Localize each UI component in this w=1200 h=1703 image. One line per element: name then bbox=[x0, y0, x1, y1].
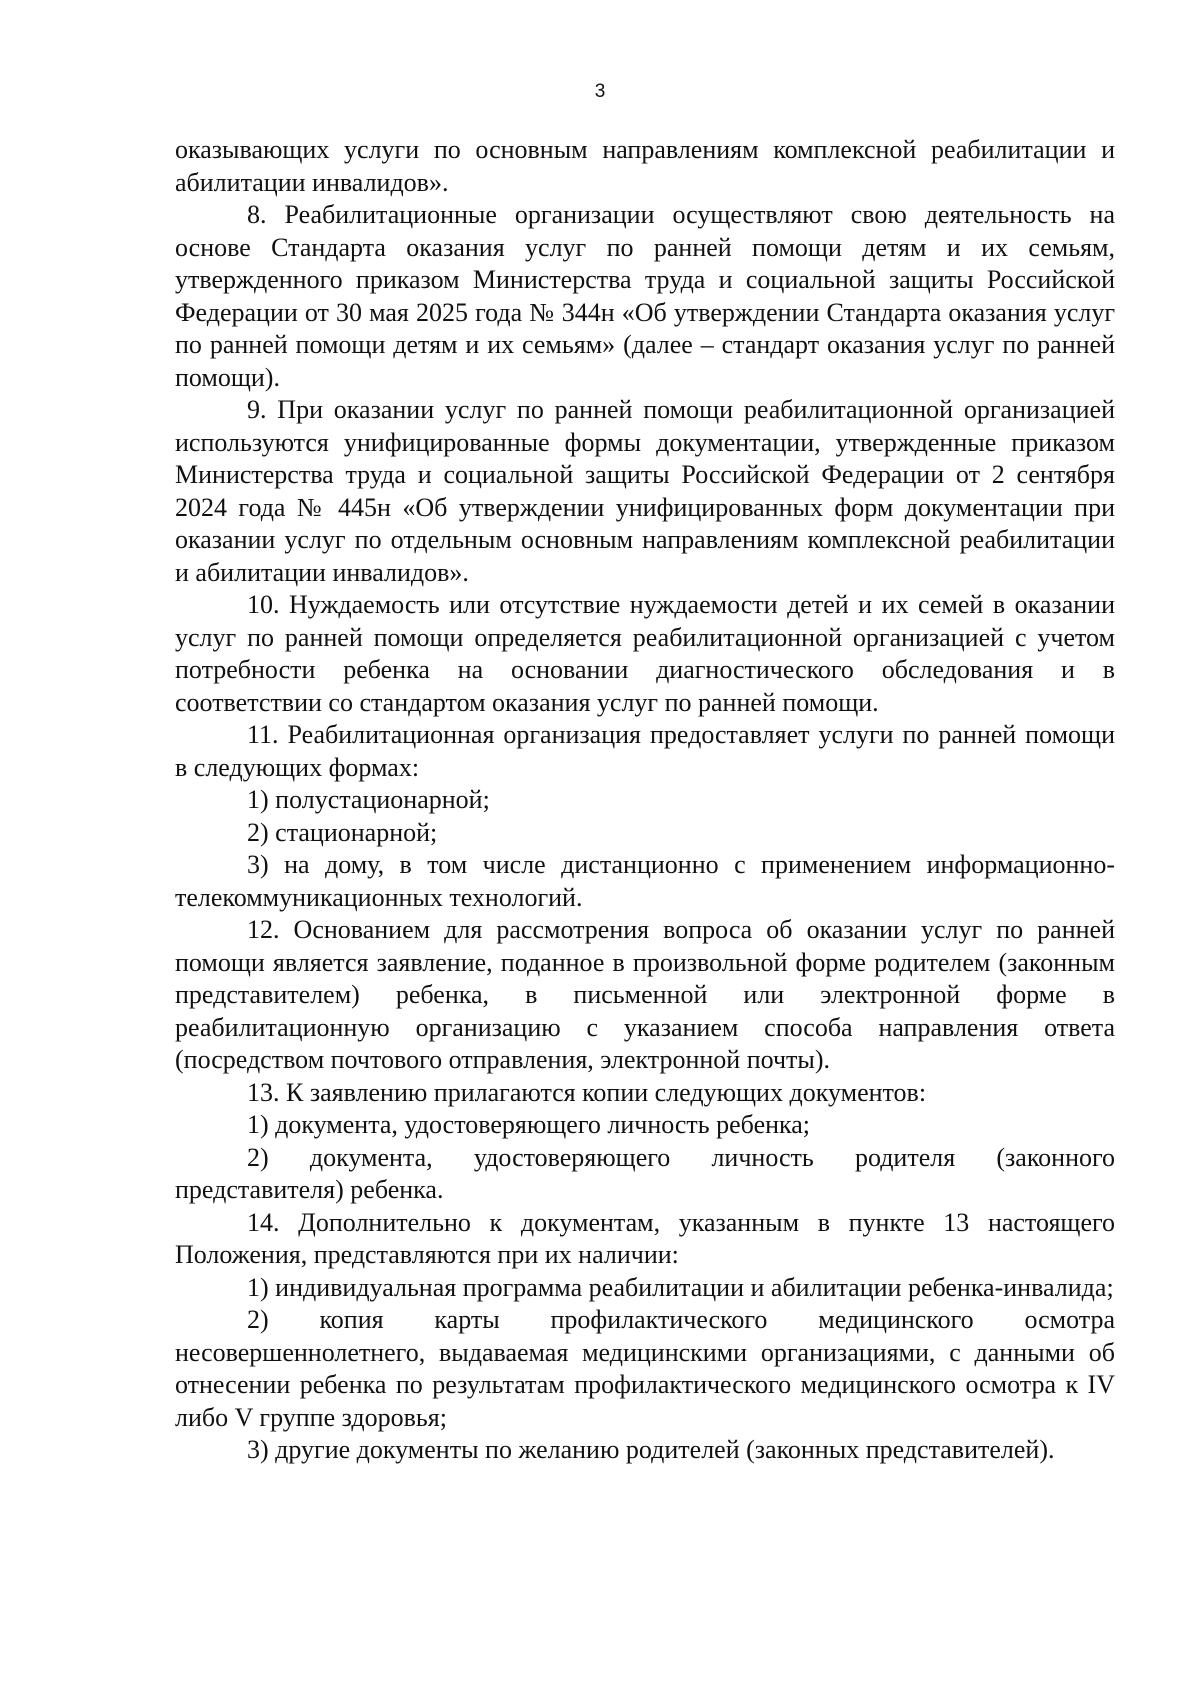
paragraph-13-item-1: 1) документа, удостоверяющего личность ребенка; bbox=[247, 1110, 811, 1139]
page-number: 3 bbox=[594, 81, 606, 102]
paragraph-continuation: оказывающих услуги по основным направлениям комплексной реабилитации и абилитации инвалидов». bbox=[175, 135, 1115, 197]
paragraph-8: 8. Реабилитационные организации осуществляют свою деятельность на основе Стандарта оказания услуг по ранней помощи детям и их семьям, утвержденного приказом Министерства труда и социальной защиты Российской Федерации от 30 мая 2025 года № 344н «Об утверждении Стандарта оказания услуг по ранней помощи детям и их семьям» (далее – стандарт оказания услуг по ранней помощи). bbox=[175, 200, 1115, 392]
paragraph-11: 11. Реабилитационная организация предоставляет услуги по ранней помощи в следующих формах: bbox=[175, 720, 1115, 782]
paragraph-14: 14. Дополнительно к документам, указанным в пункте 13 настоящего Положения, представляются при их наличии: bbox=[175, 1207, 1115, 1269]
paragraph-11-item-3: 3) на дому, в том числе дистанционно с применением информационно-телекоммуникационных технологий. bbox=[175, 850, 1115, 912]
document-body bbox=[175, 134, 1115, 1467]
paragraph-11-item-1: 1) полустационарной; bbox=[247, 785, 490, 814]
paragraph-11-item-2: 2) стационарной; bbox=[247, 817, 438, 847]
paragraph-14-item-2: 2) копия карты профилактического медицинского осмотра несовершеннолетнего, выдаваемая медицинскими организациями, с данными об отнесении ребенка по результатам профилактического медицинского осмотра к IV либо V группе здоровья; bbox=[175, 1305, 1115, 1432]
paragraph-10: 10. Нуждаемость или отсутствие нуждаемости детей и их семей в оказании услуг по ранней помощи определяется реабилитационной организацией с учетом потребности ребенка на основании диагностического обследования и в соответствии со стандартом оказания услуг по ранней помощи. bbox=[175, 590, 1115, 717]
paragraph-14-item-1: 1) индивидуальная программа реабилитации и абилитации ребенка-инвалида; bbox=[247, 1272, 1114, 1302]
paragraph-14-item-3: 3) другие документы по желанию родителей (законных представителей). bbox=[247, 1435, 1055, 1464]
paragraph-13-item-2: 2) документа, удостоверяющего личность родителя (законного представителя) ребенка. bbox=[175, 1142, 1115, 1204]
paragraph-9: 9. При оказании услуг по ранней помощи реабилитационной организацией используются унифицированные формы документации, утвержденные приказом Министерства труда и социальной защиты Российской Федерации от 2 сентября 2024 года № 445н «Об утверждении унифицированных форм документации при оказании услуг по отдельным основным направлениям комплексной реабилитации и абилитации инвалидов». bbox=[175, 395, 1115, 587]
paragraph-12: 12. Основанием для рассмотрения вопроса об оказании услуг по ранней помощи является заявление, поданное в произвольной форме родителем (законным представителем) ребенка, в письменной или электронной форме в реабилитационную организацию с указанием способа направления ответа (посредством почтового отправления, электронной почты). bbox=[175, 915, 1115, 1074]
paragraph-13: 13. К заявлению прилагаются копии следующих документов: bbox=[247, 1077, 927, 1107]
